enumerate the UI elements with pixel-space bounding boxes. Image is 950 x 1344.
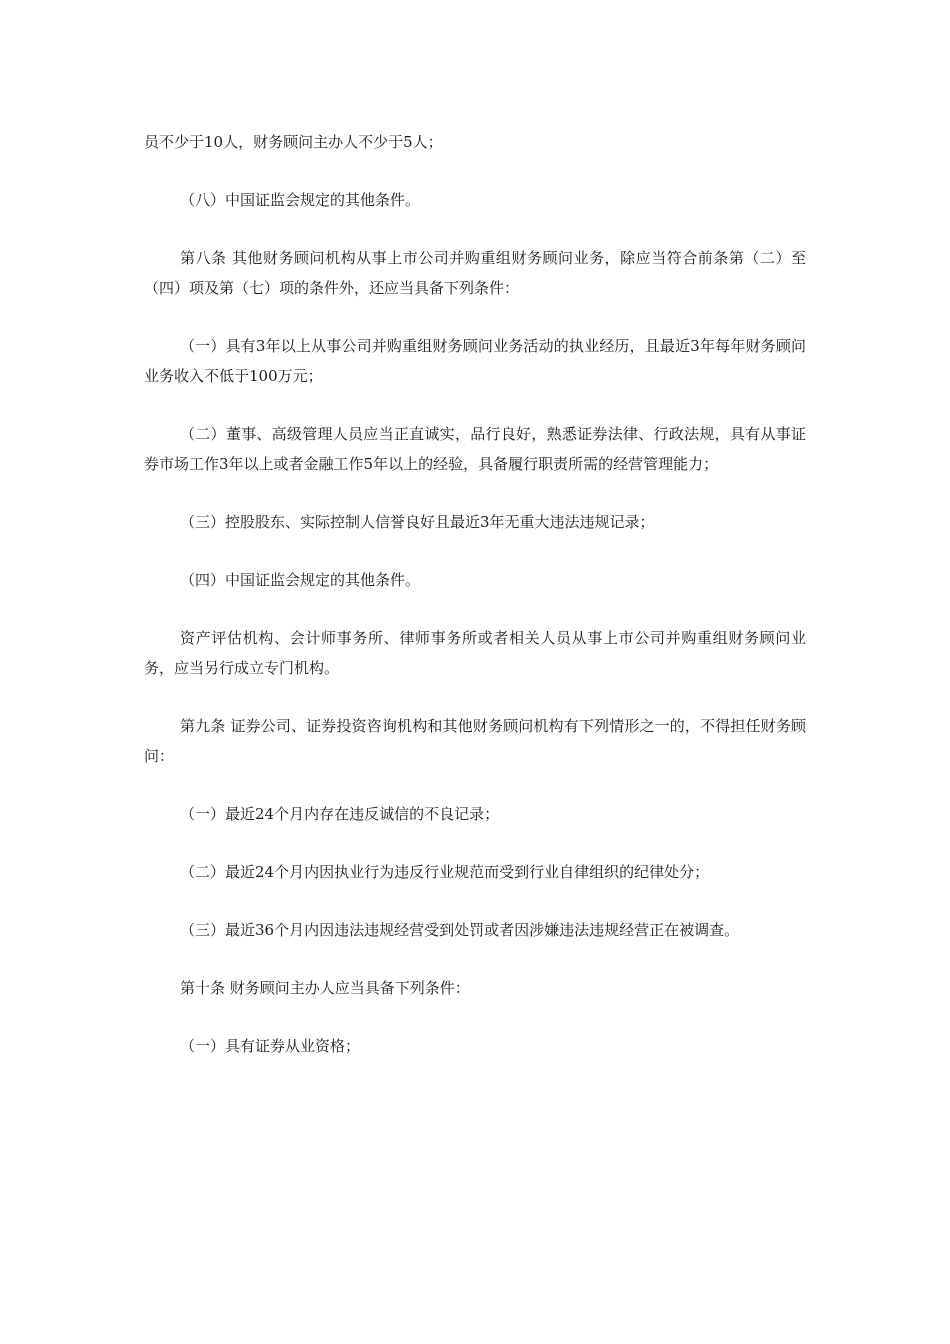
paragraph-14: （一）具有证券从业资格；: [180, 1037, 361, 1055]
paragraph-9-article-9: 第九条 证券公司、证券投资咨询机构和其他财务顾问机构有下列情形之一的，不得担任财务顾问：: [144, 717, 806, 765]
paragraph-2: （八）中国证监会规定的其他条件。: [180, 191, 421, 209]
paragraph-7: （四）中国证监会规定的其他条件。: [180, 571, 421, 589]
paragraph-5: （二）董事、高级管理人员应当正直诚实，品行良好，熟悉证券法律、行政法规，具有从事证券市场工作3年以上或者金融工作5年以上的经验，具备履行职责所需的经营管理能力；: [144, 425, 806, 473]
paragraph-4: （一）具有3年以上从事公司并购重组财务顾问业务活动的执业经历，且最近3年每年财务顾问业务收入不低于100万元；: [144, 337, 806, 385]
document-body: [144, 127, 806, 1089]
paragraph-10: （一）最近24个月内存在违反诚信的不良记录；: [180, 805, 500, 823]
paragraph-6: （三）控股股东、实际控制人信誉良好且最近3年无重大违法违规记录；: [180, 513, 655, 531]
paragraph-8: 资产评估机构、会计师事务所、律师事务所或者相关人员从事上市公司并购重组财务顾问业务，应当另行成立专门机构。: [144, 629, 806, 677]
paragraph-12: （三）最近36个月内因违法违规经营受到处罚或者因涉嫌违法违规经营正在被调查。: [180, 921, 740, 939]
paragraph-1: 员不少于10人，财务顾问主办人不少于5人；: [144, 133, 443, 151]
paragraph-3-article-8: 第八条 其他财务顾问机构从事上市公司并购重组财务顾问业务，除应当符合前条第（二）至（四）项及第（七）项的条件外，还应当具备下列条件：: [144, 249, 806, 297]
paragraph-11: （二）最近24个月内因执业行为违反行业规范而受到行业自律组织的纪律处分；: [180, 863, 710, 881]
paragraph-13-article-10: 第十条 财务顾问主办人应当具备下列条件：: [180, 979, 470, 997]
